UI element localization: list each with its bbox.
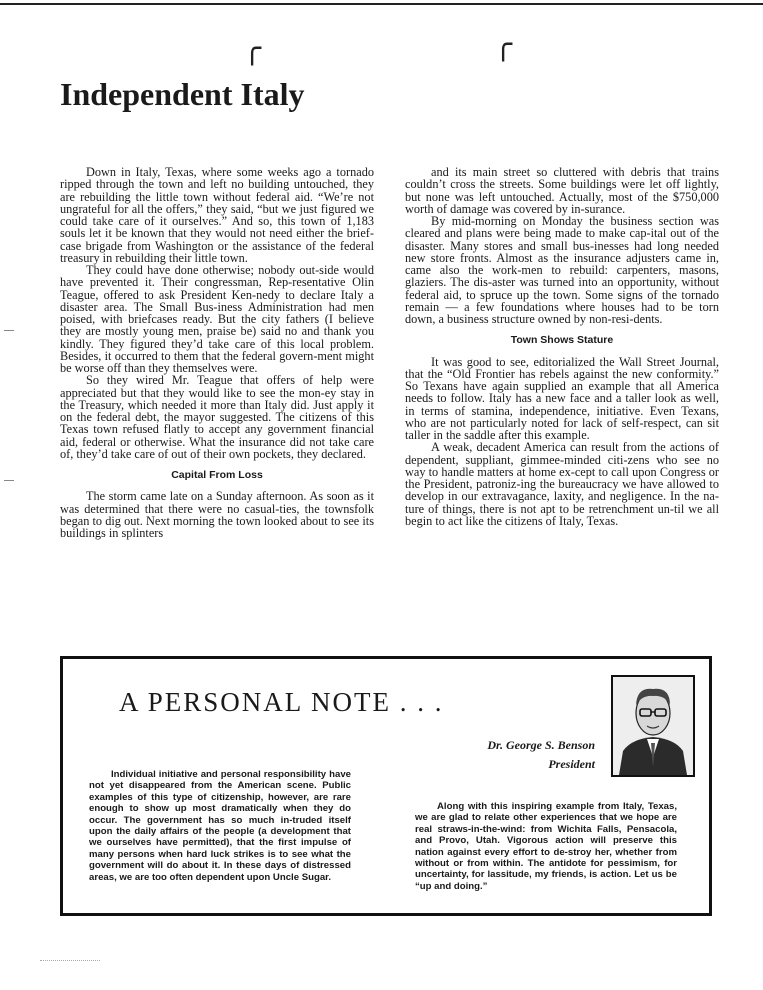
paragraph: A weak, decadent America can result from the actions of dependent, suppliant, gimmee-minded citi-zens who see no way to handle matters at home ex-cept to call upon Congress or the President, patroniz-ing the bureaucracy we have allowed to develop in our extravagance, laxity, and negligence. In the na-ture of things, there is not apt to be retrenchment un-til we all begin to act like the citizens of Italy, Texas. bbox=[405, 440, 719, 528]
article-title: Independent Italy bbox=[60, 76, 305, 112]
punch-mark-left: ╭ bbox=[243, 31, 262, 66]
portrait-illustration bbox=[613, 677, 693, 775]
paragraph: It was good to see, editorialized the Wall Street Journal, that the “Old Frontier has rebels against the new conformity.” So Texans have again supplied an example that all America needs to follow. Italy has a new face and a taller look as well, in terms of stamina, independence, initiative. Even Texans, who are not particularly noted for lack of self-respect, can sit taller in the saddle after this example. bbox=[405, 354, 719, 442]
note-column-right bbox=[415, 801, 677, 892]
paragraph: and its main street so cluttered with debris that trains couldn’t cross the streets. Some buildings were let off lightly, but none was left untouched. Actually, most of the $750,000 worth of damage was covered by in-surance. bbox=[405, 165, 719, 216]
paragraph: They could have done otherwise; nobody out-side would have prevented it. Their congressman, Rep-resentative Olin Teague, offered to ask President Ken-nedy to declare Italy a disaster area. The Small Bus-iness Administration had men poised, with briefcases ready. But the city fathers (I believe they are mostly young men, praise be) said no and thank you kindly. They figured they’d take care of this local problem. Besides, it occurred to them that the federal govern-ment might be worse off than they themselves were. bbox=[60, 263, 374, 375]
note-paragraph: Individual initiative and personal responsibility have not yet disappeared from the American scene. Public examples of this type of citizenship, however, are rare enough to show up most dramatically when they do occur. The government has so much in-truded itself upon the daily affairs of the people (a development that we ourselves have permitted), that the first impulse of many persons when hard luck strikes is to see what the government will do about it. In these days of distressed areas, we are too often dependent upon Uncle Sugar. bbox=[89, 769, 351, 883]
punch-mark-right: ╭ bbox=[494, 27, 513, 62]
author-title: President bbox=[548, 757, 595, 771]
article-column-right bbox=[405, 166, 719, 527]
note-paragraph: Along with this inspiring example from Italy, Texas, we are glad to relate other experiences that we hope are real straws-in-the-wind: from Wichita Falls, Pensacola, and Provo, Utah. Vigorous action will preserve this nation against every effort to de-stroy her, whether from without or from within. The antidote for pessimism, for uncertainty, for lassitude, my friends, is action. Let us be “up and doing.” bbox=[415, 801, 677, 892]
top-rule bbox=[0, 3, 763, 5]
author-portrait bbox=[611, 675, 695, 777]
section-heading: Town Shows Stature bbox=[510, 334, 614, 347]
paragraph: The storm came late on a Sunday afternoon. As soon as it was determined that there were no casual-ties, the townsfolk began to dig out. Next morning the town looked about to see its buildings in splinters bbox=[60, 489, 374, 540]
personal-note-box bbox=[60, 656, 712, 916]
paragraph: So they wired Mr. Teague that offers of help were appreciated but that they would like to see the mon-ey stay in the Treasury, which needed it more than Italy did. Just apply it on the federal debt, the mayor suggested. The citizens of this Texas town refused flatly to accept any government financial aid, federal or otherwise. What the insurance did not take care of, they’d take care of out of their own pockets, they declared. bbox=[60, 373, 374, 461]
author-name: Dr. George S. Benson bbox=[487, 738, 595, 752]
paragraph: By mid-morning on Monday the business section was cleared and plans were being made to make cap-ital out of the disaster. Many stores and small bus-inesses had long needed new store fronts. Almost as the insurance adjusters came in, came also the work-men to rebuild: carpenters, masons, glaziers. The dis-aster was turned into an opportunity, without federal aid, to spruce up the town. Some signs of the tornado remain — a few foundations where houses had to be torn down, a business structure owned by non-resi-dents. bbox=[405, 214, 719, 326]
margin-mark bbox=[4, 480, 14, 481]
article-column-left bbox=[60, 166, 374, 539]
margin-mark bbox=[4, 330, 14, 331]
paragraph: Down in Italy, Texas, where some weeks ago a tornado ripped through the town and left no building untouched, they are rebuilding the little town without federal aid. “We’re not ungrateful for all the offers,” they said, “but we just figured we could take care of it ourselves.” And so, this town of 1,183 souls let it be known that they would not need either the brief-case brigade from Washington or the assistance of the federal treasury in rebuilding their little town. bbox=[60, 165, 374, 265]
bottom-mark bbox=[40, 960, 100, 961]
personal-note-heading: A PERSONAL NOTE . . . bbox=[119, 687, 444, 717]
section-heading: Capital From Loss bbox=[171, 469, 263, 481]
note-column-left bbox=[89, 769, 351, 883]
